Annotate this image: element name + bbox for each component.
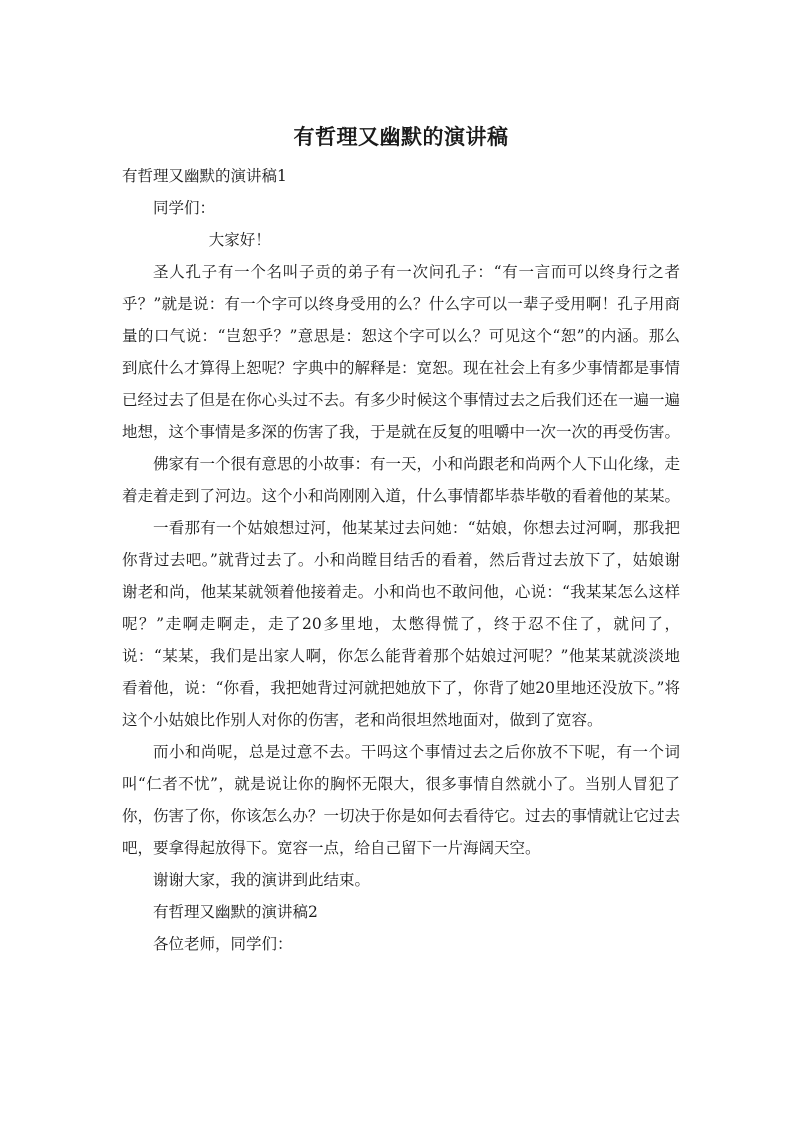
section-1-paragraph: 而小和尚呢，总是过意不去。干吗这个事情过去之后你放不下呢，有一个词叫“仁者不忧”，就是说让你的胸怀无限大，很多事情自然就小了。当别人冒犯了你，伤害了你，你该怎么办？一切决于你是如何去看待它。过去的事情就让它过去吧，要拿得起放得下。宽容一点，给自己留下一片海阔天空。 <box>122 743 681 857</box>
section-1-paragraph: 一看那有一个姑娘想过河，他某某过去问她：“姑娘，你想去过河啊，那我把你背过去吧。”就背过去了。小和尚瞠目结舌的看着，然后背过去放下了，姑娘谢谢老和尚，他某某就领着他接着走。小和尚也不敢问他，心说：“我某某怎么这样呢？”走啊走啊走，走了20多里地，太憋得慌了，终于忍不住了，就问了，说：“某某，我们是出家人啊，你怎么能背着那个姑娘过河呢？”他某某就淡淡地看着他，说：“你看，我把她背过河就把她放下了，你背了她20里地还没放下。”将这个小姑娘比作别人对你的伤害，老和尚很坦然地面对，做到了宽容。 <box>122 519 680 729</box>
section-1-heading: 有哲理又幽默的演讲稿1 <box>122 167 287 185</box>
section-1-greeting: 大家好！ <box>208 231 271 249</box>
section-1-paragraph: 圣人孔子有一个名叫子贡的弟子有一次问孔子：“有一言而可以终身行之者乎？”就是说：有一个字可以终身受用的么？什么字可以一辈子受用啊！孔子用商量的口气说：“岂恕乎？”意思是：恕这个字可以么？可见这个“恕”的内涵。那么到底什么才算得上恕呢？字典中的解释是：宽恕。现在社会上有多少事情都是事情已经过去了但是在你心头过不去。有多少时候这个事情过去之后我们还在一遍一遍地想，这个事情是多深的伤害了我，于是就在反复的咀嚼中一次一次的再受伤害。 <box>122 263 681 441</box>
section-2-salutation: 各位老师，同学们： <box>153 935 293 953</box>
document-title: 有哲理又幽默的演讲稿 <box>293 125 509 149</box>
section-2-heading: 有哲理又幽默的演讲稿2 <box>153 903 318 921</box>
document-body <box>122 160 680 960</box>
section-1-closing: 谢谢大家，我的演讲到此结束。 <box>153 871 371 889</box>
section-1-paragraph: 佛家有一个很有意思的小故事：有一天，小和尚跟老和尚两个人下山化缘，走着走着走到了河边。这个小和尚刚刚入道，什么事情都毕恭毕敬的看着他的某某。 <box>122 455 681 505</box>
section-1-salutation: 同学们： <box>153 199 216 217</box>
